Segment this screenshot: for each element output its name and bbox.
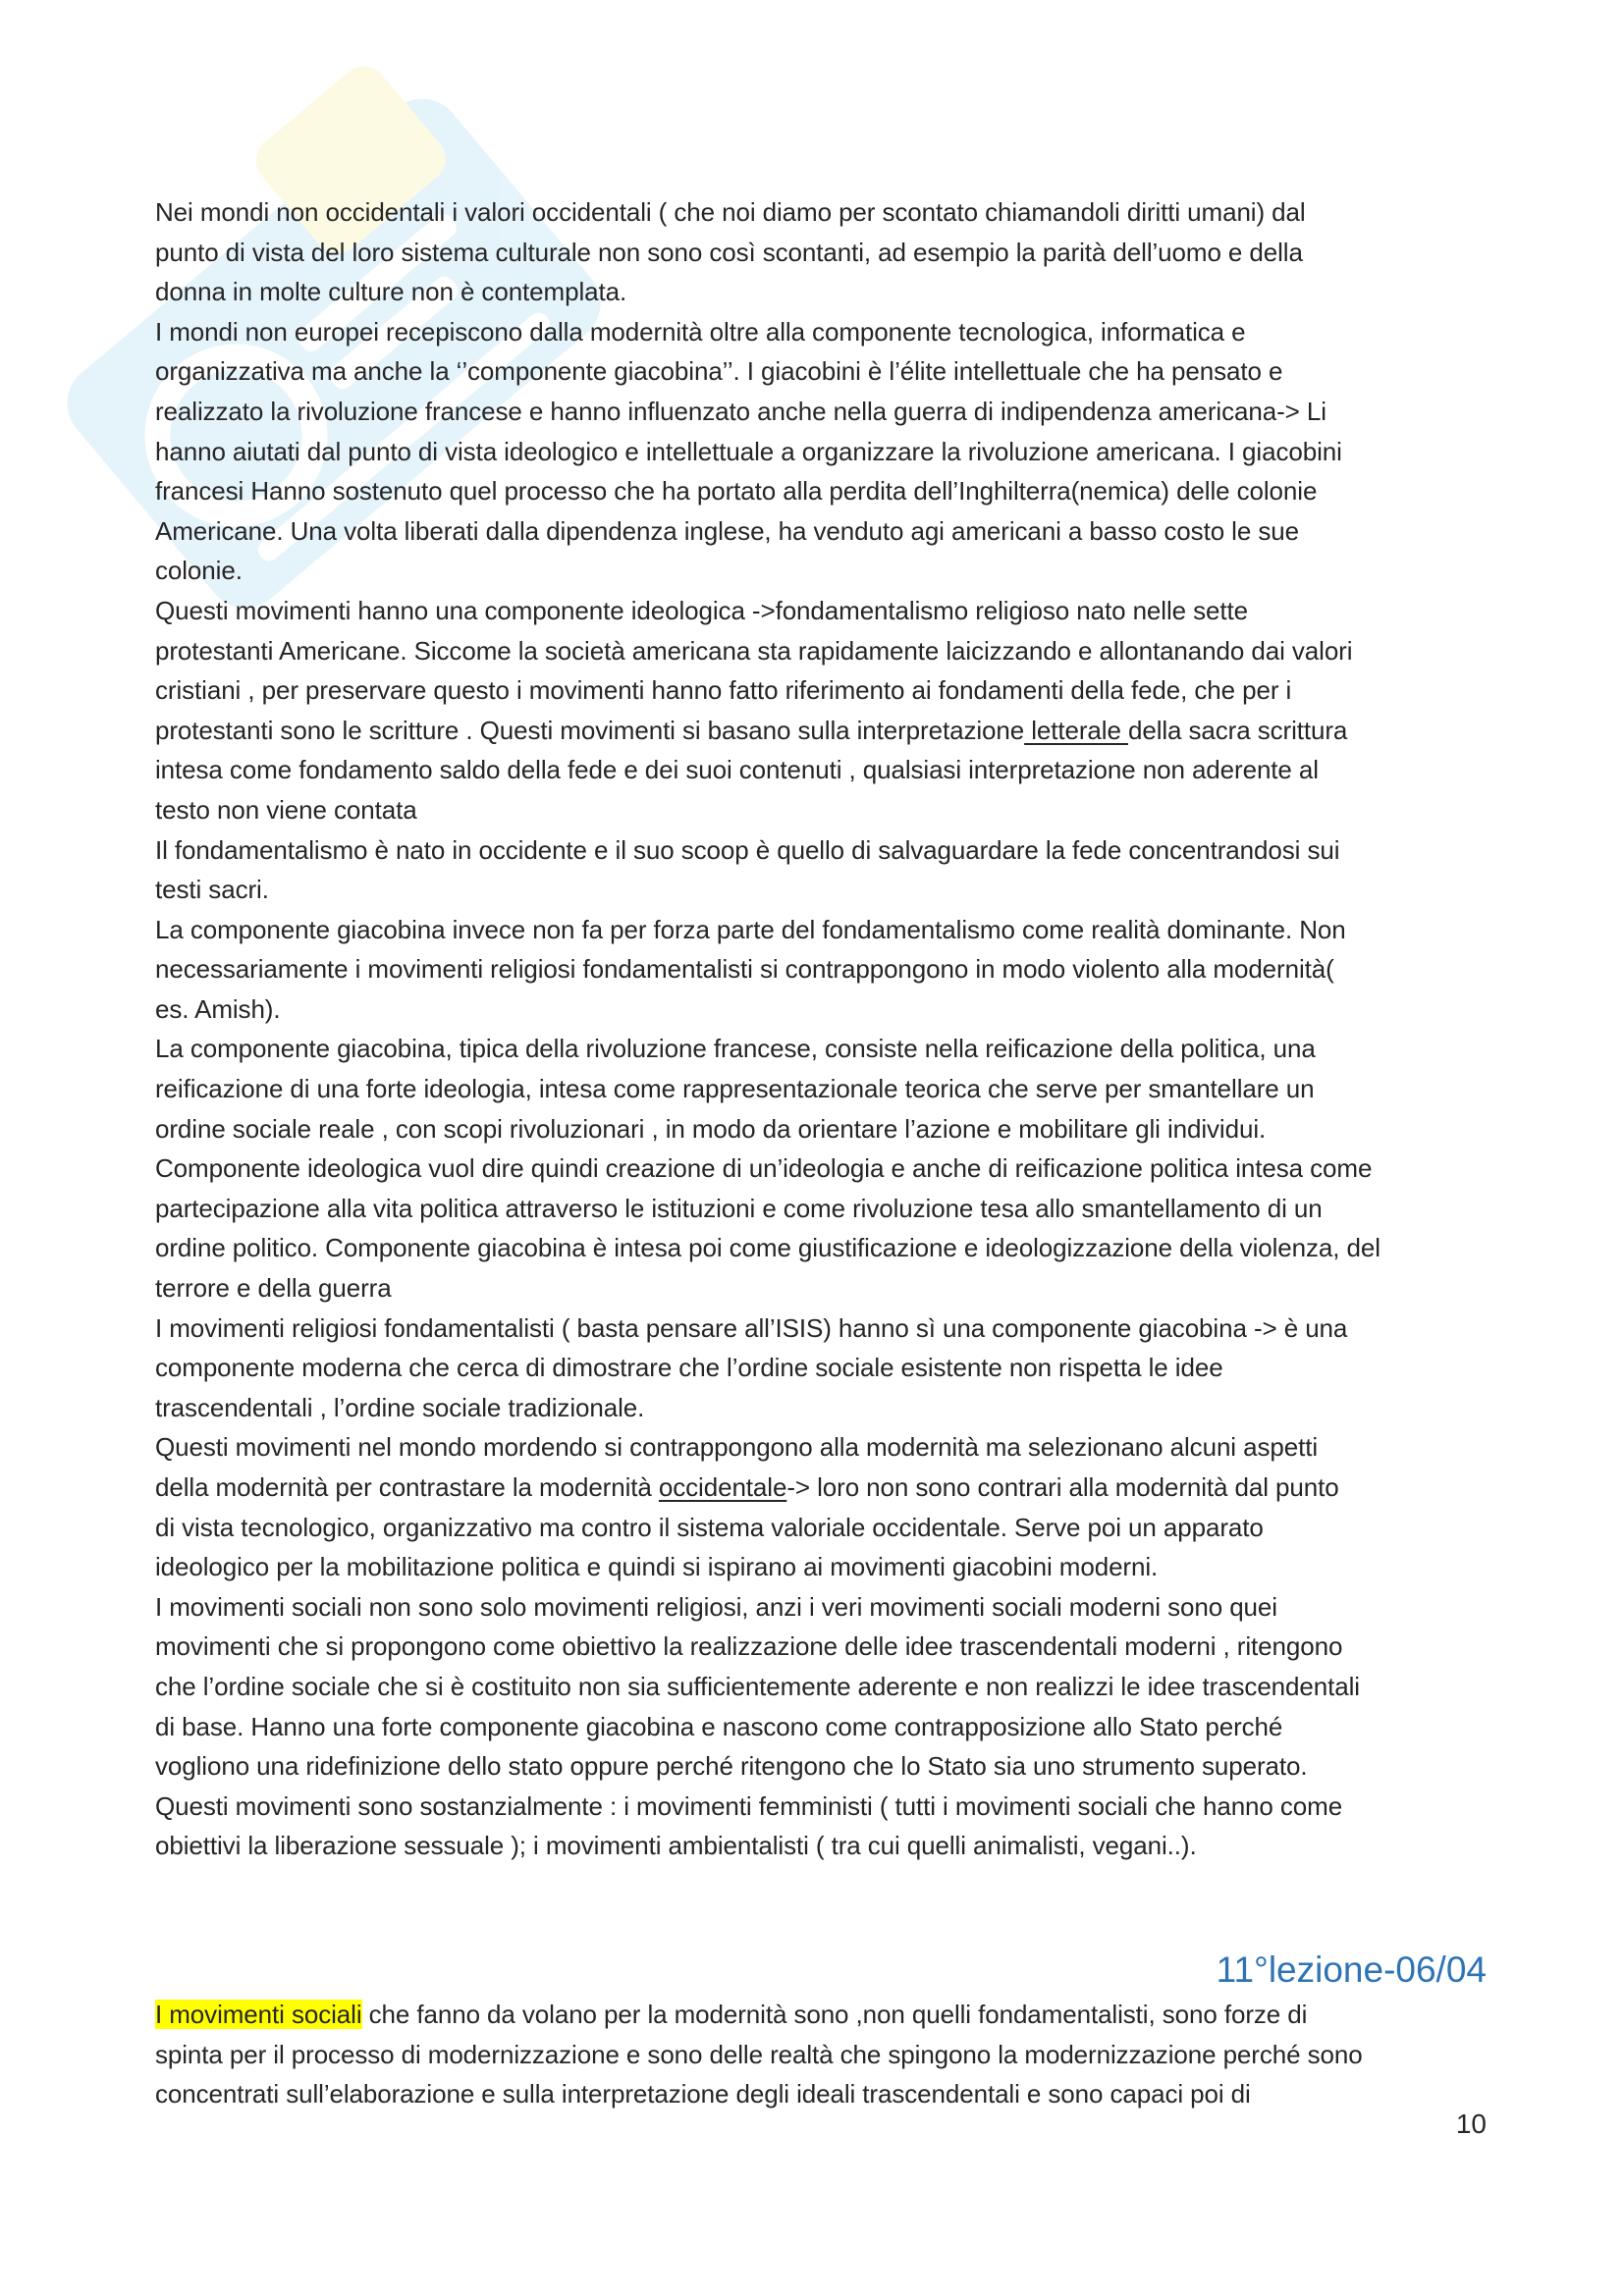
text-line [155,1995,1487,2035]
text-line: Nei mondi non occidentali i valori occidentali ( che noi diamo per scontato chiamandoli diritti umani) dal [155,197,1306,227]
text-line: di vista tecnologico, organizzativo ma contro il sistema valoriale occidentale. Serve poi un apparato [155,1512,1264,1542]
text-line: hanno aiutati dal punto di vista ideologico e intellettuale a organizzare la rivoluzione americana. I giacobini [155,436,1342,466]
underlined-word: occidentale [658,1472,787,1502]
text-line [155,1468,1487,1508]
text-line [155,711,1487,751]
text-line: I movimenti religiosi fondamentalisti ( basta pensare all’ISIS) hanno sì una componente giacobina -> è una [155,1312,1348,1343]
text-line: terrore e della guerra [155,1273,392,1304]
text-line: Questi movimenti nel mondo mordendo si contrappongono alla modernità ma selezionano alcuni aspetti [155,1432,1319,1463]
text-line: vogliono una ridefinizione dello stato oppure perché ritengono che lo Stato sia uno strumento superato. [155,1751,1308,1782]
highlighted-text: I movimenti sociali [155,1999,362,2029]
text-line: I movimenti sociali non sono solo movimenti religiosi, anzi i veri movimenti sociali moderni sono quei [155,1591,1277,1622]
text-line: ordine politico. Componente giacobina è intesa poi come giustificazione e ideologizzazione della violenza, del [155,1233,1380,1263]
text-line: Questi movimenti hanno una componente ideologica ->fondamentalismo religioso nato nelle sette [155,595,1248,625]
text-line: ideologico per la mobilitazione politica e quindi si ispirano ai movimenti giacobini moderni. [155,1552,1159,1582]
text-segment: della modernità per contrastare la modernità [155,1472,659,1502]
paragraph-section [155,1995,1487,2114]
section-spacer [155,1866,1487,1946]
text-line: Componente ideologica vuol dire quindi creazione di un’ideologia e anche di reificazione politica intesa come [155,1153,1373,1184]
text-line: colonie. [155,556,243,586]
text-line: movimenti che si propongono come obiettivo la realizzazione delle idee trascendentali moderni , ritengono [155,1631,1343,1662]
text-line: realizzato la rivoluzione francese e hanno influenzato anche nella guerra di indipendenza americana-> Li [155,396,1326,426]
text-line: spinta per il processo di modernizzazione e sono delle realtà che spingono la modernizzazione perché sono [155,2039,1363,2069]
text-line: La componente giacobina, tipica della rivoluzione francese, consiste nella reificazione della politica, una [155,1034,1316,1064]
text-line: intesa come fondamento saldo della fede e dei suoi contenuti , qualsiasi interpretazione non aderente al [155,755,1319,785]
text-line: I mondi non europei recepiscono dalla modernità oltre alla componente tecnologica, informatica e [155,316,1246,347]
text-line: necessariamente i movimenti religiosi fondamentalisti si contrappongono in modo violento alla modernità( [155,954,1334,985]
text-line: componente moderna che cerca di dimostrare che l’ordine sociale esistente non rispetta le idee [155,1353,1223,1383]
text-line: che l’ordine sociale che si è costituito non sia sufficientemente aderente e non realizzi le idee trascendentali [155,1671,1360,1701]
text-line: concentrati sull’elaborazione e sulla interpretazione degli ideali trascendentali e sono capaci poi di [155,2079,1251,2109]
document-body [155,192,1487,2114]
page-number: 10 [1455,2109,1487,2139]
paragraph-main [155,192,1487,1866]
text-line: testo non viene contata [155,794,417,825]
text-line: trascendentali , l’ordine sociale tradizionale. [155,1392,645,1422]
text-line: protestanti Americane. Siccome la società americana sta rapidamente laicizzando e allontanando dai valori [155,635,1353,666]
text-line: cristiani , per preservare questo i movimenti hanno fatto riferimento ai fondamenti della fede, che per i [155,675,1292,706]
text-line: donna in molte culture non è contemplata. [155,277,627,307]
text-segment: -> loro non sono contrari alla modernità dal punto [786,1472,1339,1502]
text-segment: della sacra scrittura [1127,715,1348,745]
text-line: Questi movimenti sono sostanzialmente : i movimenti femministi ( tutti i movimenti sociali che hanno come [155,1790,1343,1821]
text-line: obiettivi la liberazione sessuale ); i movimenti ambientalisti ( tra cui quelli animalisti, vegani..). [155,1831,1197,1861]
text-line: punto di vista del loro sistema culturale non sono così scontanti, ad esempio la parità dell’uomo e della [155,237,1303,267]
section-title: 11°lezione-06/04 [1216,1949,1487,1990]
underlined-word: letterale [1024,715,1128,745]
text-segment: protestanti sono le scritture . Questi movimenti si basano sulla interpretazione [155,715,1025,745]
text-line: di base. Hanno una forte componente giacobina e nascono come contrapposizione allo Stato perché [155,1711,1283,1741]
text-line: Americane. Una volta liberati dalla dipendenza inglese, ha venduto agi americani a basso costo le sue [155,515,1299,546]
text-line: La componente giacobina invece non fa per forza parte del fondamentalismo come realità dominante. Non [155,914,1346,944]
text-line: organizzativa ma anche la ‘’componente giacobina’’. I giacobini è l’élite intellettuale che ha pensato e [155,356,1283,387]
text-line: es. Amish). [155,993,281,1024]
text-line: testi sacri. [155,875,269,905]
text-line: Il fondamentalismo è nato in occidente e il suo scoop è quello di salvaguardare la fede concentrandosi sui [155,834,1340,865]
text-line: partecipazione alla vita politica attraverso le istituzioni e come rivoluzione tesa allo smantellamento di un [155,1193,1323,1223]
text-line: francesi Hanno sostenuto quel processo che ha portato alla perdita dell’Inghilterra(nemica) delle colonie [155,476,1318,507]
text-line: reificazione di una forte ideologia, intesa come rappresentazionale teorica che serve per smantellare un [155,1074,1315,1104]
text-line: ordine sociale reale , con scopi rivoluzionari , in modo da orientare l’azione e mobilitare gli individui. [155,1113,1267,1144]
text-segment: che fanno da volano per la modernità sono ,non quelli fondamentalisti, sono forze di [361,1999,1308,2029]
